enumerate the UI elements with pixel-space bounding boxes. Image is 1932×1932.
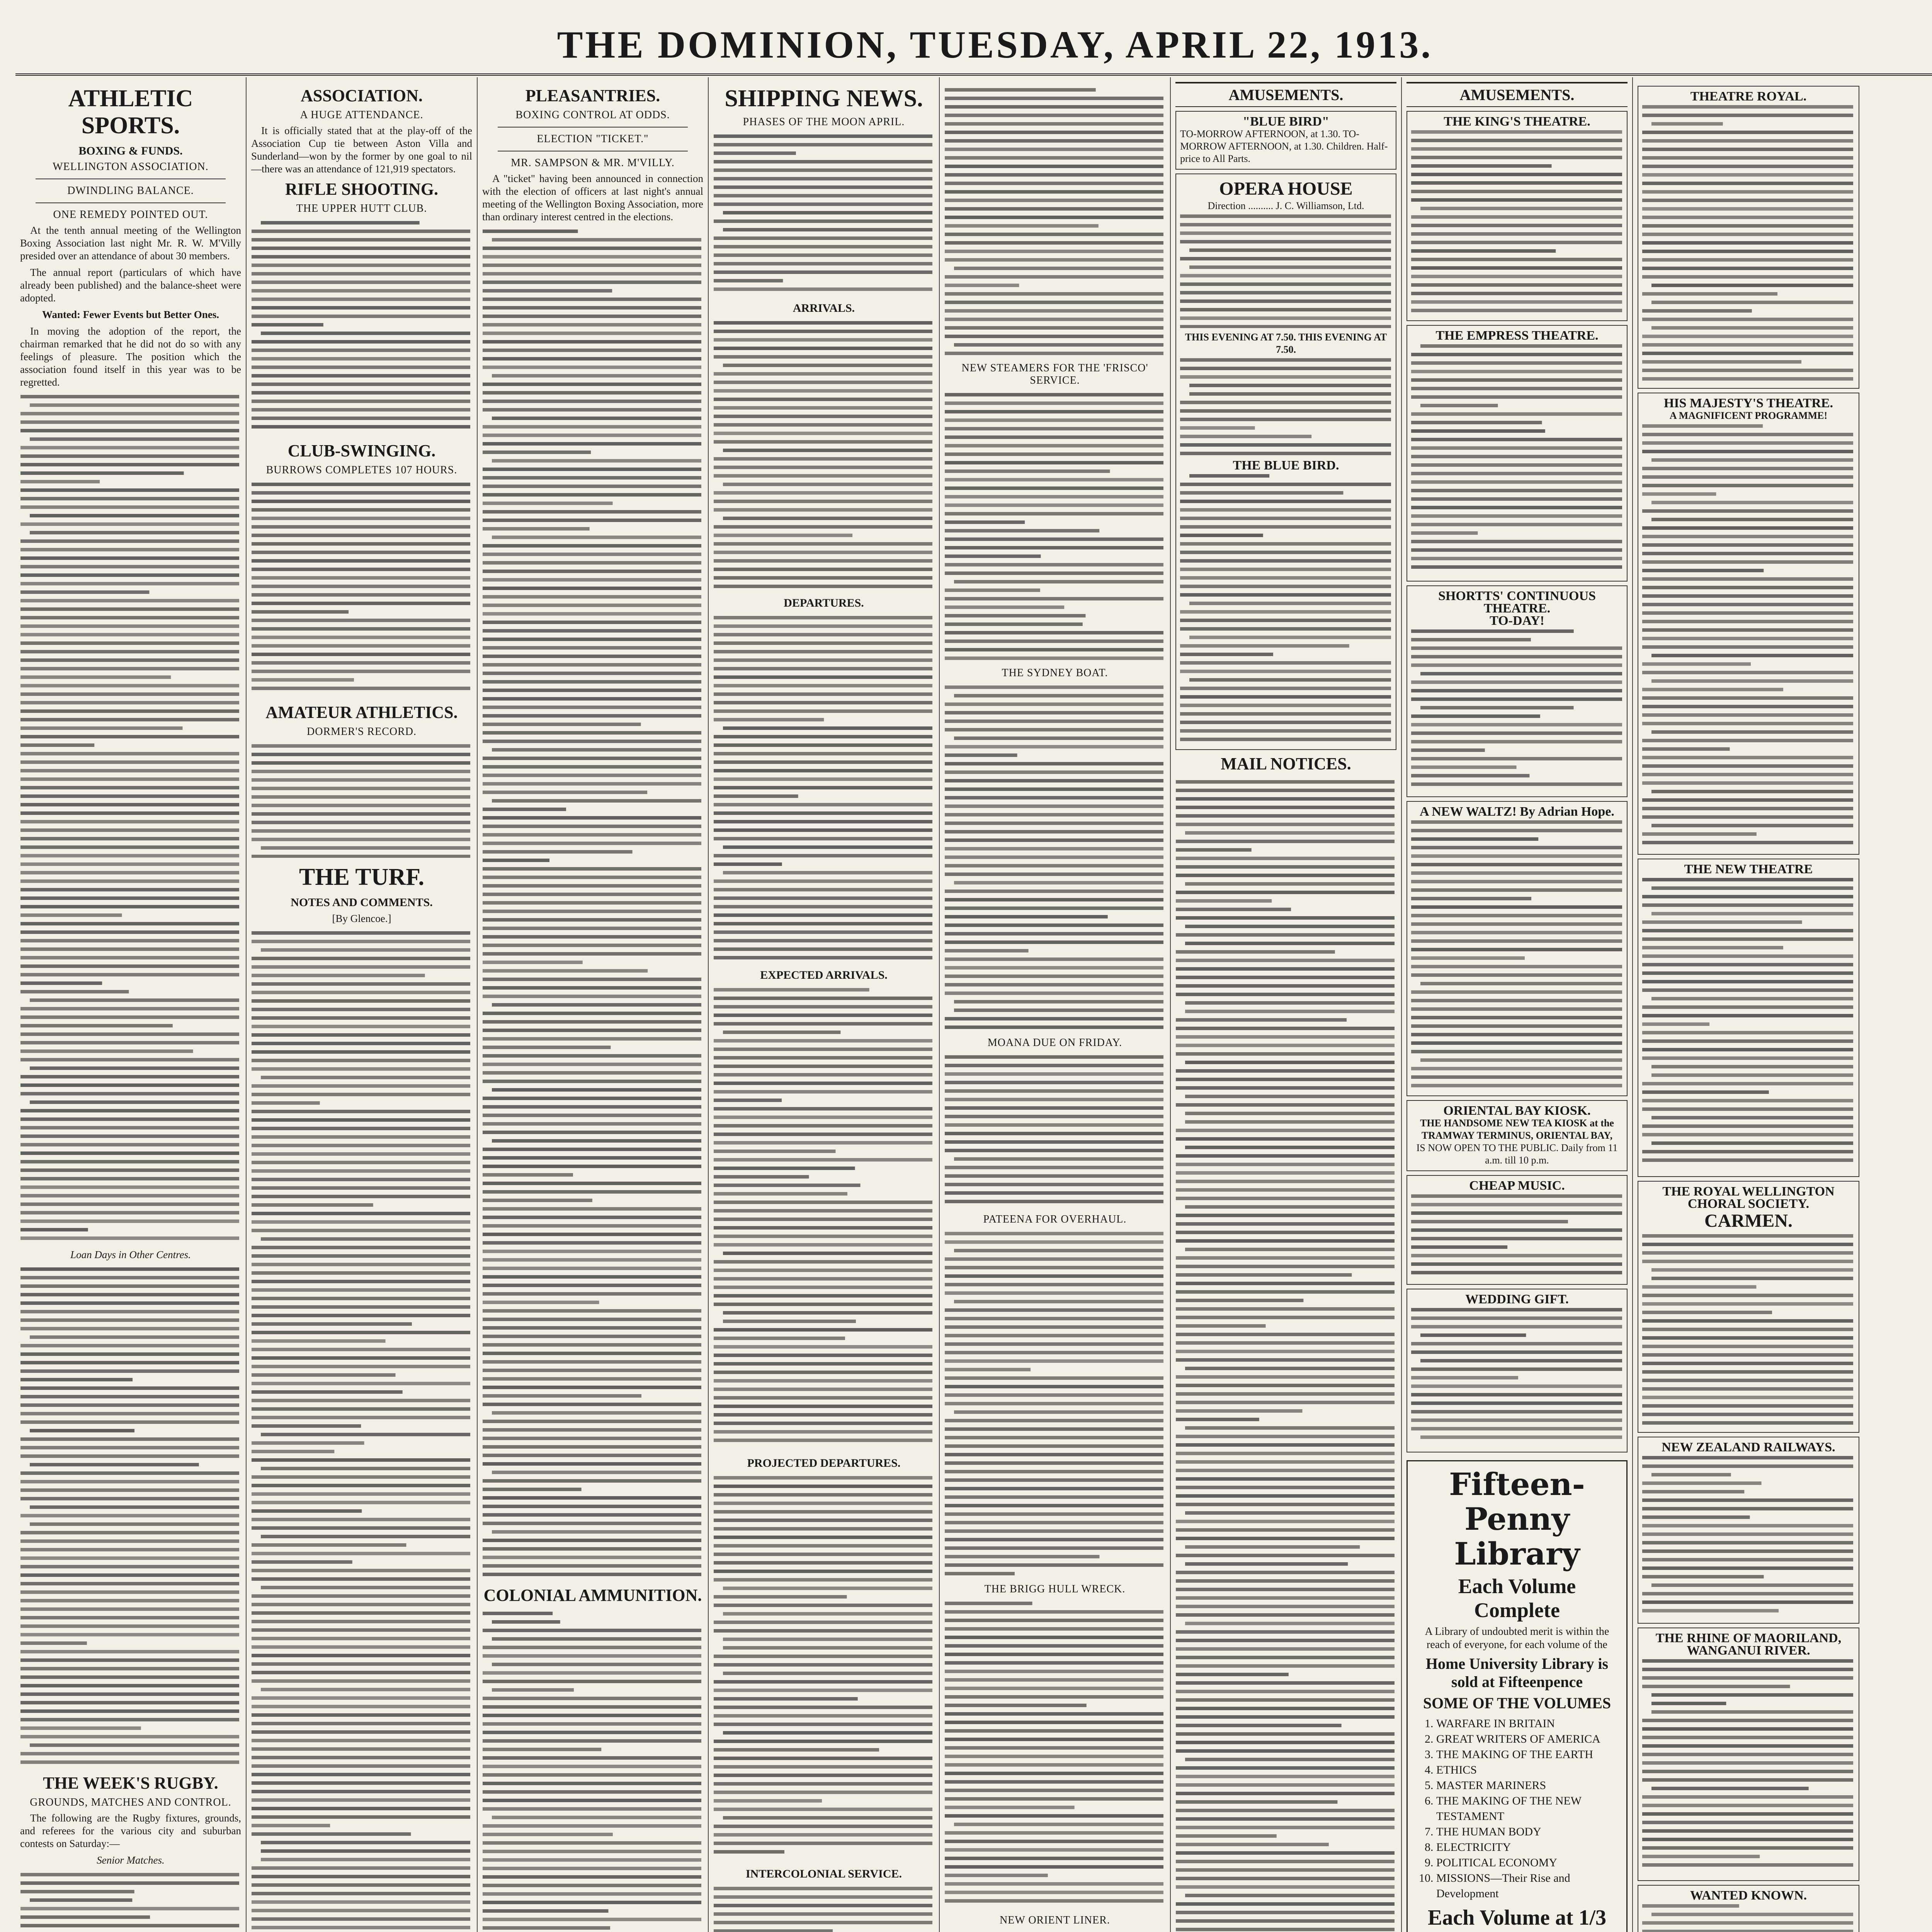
wanganui-river-title: THE RHINE OF MAORILAND, WANGANUI RIVER. [1655, 1631, 1842, 1658]
column-amusements-mail [1171, 77, 1402, 1932]
text-block-placeholder [945, 1053, 1165, 1208]
library-title: Fifteen-Penny Library [1449, 1466, 1585, 1572]
body-text-lines [251, 480, 472, 699]
cheap-music-ad [1406, 1175, 1628, 1285]
body-text-lines [944, 391, 1165, 663]
column-pleasantries [478, 77, 709, 1932]
wanted-known-title: WANTED KNOWN. [1690, 1888, 1807, 1903]
text-block-placeholder [1411, 627, 1624, 789]
body-text-lines [251, 219, 472, 437]
theatre-royal-ad [1638, 86, 1859, 389]
text-block-placeholder [1176, 778, 1396, 1932]
body-text-lines [20, 1265, 241, 1769]
text-block-placeholder [1642, 1902, 1855, 1932]
article-paragraph: The annual report (particulars of which have already been published) and the balance-sheet were adopted. [20, 267, 241, 304]
body-text-lines [944, 683, 1165, 1033]
kings-theatre-title: THE KING'S THEATRE. [1444, 114, 1590, 129]
choral-society-ad [1638, 1181, 1859, 1433]
his-majestys-title: HIS MAJESTY'S THEATRE. [1663, 396, 1833, 410]
library-volumes-list [1421, 1716, 1621, 1901]
divider [36, 202, 226, 203]
departures-subheading: DEPARTURES. [784, 597, 864, 609]
column-amusements-2 [1402, 77, 1633, 1932]
text-block-placeholder [1411, 128, 1624, 313]
text-block-placeholder [714, 319, 934, 589]
body-text-lines [944, 86, 1165, 358]
wedding-gift-ad [1406, 1289, 1628, 1452]
library-volume: 2. GREAT WRITERS OF AMERICA [1436, 1731, 1621, 1747]
column-shipping-continued [940, 77, 1171, 1932]
oriental-bay-kiosk-ad [1406, 1100, 1628, 1171]
text-block-placeholder [20, 1265, 241, 1767]
carmen-title: CARMEN. [1704, 1211, 1793, 1231]
opera-house-title: OPERA HOUSE [1219, 179, 1353, 199]
moana-subheading: MOANA DUE ON FRIDAY. [987, 1037, 1122, 1049]
text-block-placeholder [714, 614, 934, 961]
text-block-placeholder [945, 1930, 1165, 1932]
text-block-placeholder [1411, 1192, 1624, 1277]
text-block-placeholder [252, 219, 472, 435]
wanted-known-ad [1638, 1885, 1859, 1932]
body-text-lines [713, 132, 934, 296]
body-text-lines [944, 1053, 1165, 1209]
column-association-turf [247, 77, 478, 1932]
body-text-lines [251, 929, 472, 1932]
rugby-intro: The following are the Rugby fixtures, grounds, and referees for the various city and suburban contests on Saturday:— [20, 1812, 241, 1849]
shipping-news-heading: SHIPPING NEWS. [724, 85, 923, 112]
huge-attendance-subheading: A HUGE ATTENDANCE. [300, 109, 423, 121]
body-text-lines [713, 986, 934, 1451]
shortts-today: TO-DAY! [1490, 614, 1544, 628]
body-text-lines [713, 1474, 934, 1862]
text-block-placeholder [483, 227, 703, 1580]
kings-theatre-ad [1406, 111, 1628, 321]
opera-house-ad [1175, 173, 1396, 750]
colonial-ammunition-heading: COLONIAL AMMUNITION. [483, 1586, 702, 1605]
library-intro: A Library of undoubted merit is within the reach of everyone, for each volume of the [1425, 1626, 1609, 1651]
his-majestys-ad [1638, 393, 1859, 855]
choral-society-title: THE ROYAL WELLINGTON CHORAL SOCIETY. [1662, 1184, 1835, 1211]
columns [15, 77, 1932, 1932]
text-block-placeholder [1411, 342, 1624, 574]
text-block-placeholder [483, 1609, 703, 1932]
body-text-lines [944, 1930, 1165, 1932]
new-waltz-title: A NEW WALTZ! By Adrian Hope. [1420, 804, 1614, 819]
moon-phases-subheading: PHASES OF THE MOON APRIL. [743, 116, 905, 128]
text-block-placeholder [1642, 876, 1855, 1169]
club-swinging-heading: CLUB-SWINGING. [287, 441, 436, 460]
notes-comments-subheading: NOTES AND COMMENTS. [291, 896, 433, 909]
text-block-placeholder [1180, 472, 1393, 742]
text-block-placeholder [252, 480, 472, 697]
text-block-placeholder [714, 132, 934, 294]
body-text-lines [944, 1599, 1165, 1910]
mail-notices-heading: MAIL NOTICES. [1221, 754, 1351, 773]
body-text-lines [944, 1230, 1165, 1579]
burrows-subheading: BURROWS COMPLETES 107 HOURS. [266, 464, 457, 476]
text-block-placeholder [1642, 1232, 1855, 1425]
article-paragraph: At the tenth annual meeting of the Wellington Boxing Association last night Mr. R. W. M'Villy presided over an attendance of about 30 members. [20, 224, 241, 262]
text-block-placeholder [714, 986, 934, 1449]
shortts-theatre-ad [1406, 585, 1628, 797]
upper-hutt-subheading: THE UPPER HUTT CLUB. [296, 202, 427, 214]
orient-liner-subheading: NEW ORIENT LINER. [1000, 1914, 1110, 1926]
blue-bird-staged-title: THE BLUE BIRD. [1233, 458, 1339, 473]
masthead-title: THE DOMINION, TUESDAY, APRIL 22, 1913. [557, 23, 1433, 66]
fifteen-penny-library-ad [1406, 1460, 1628, 1932]
body-text-lines [1175, 778, 1396, 1932]
dormers-record-subheading: DORMER'S RECORD. [307, 726, 417, 738]
text-block-placeholder [20, 393, 241, 1243]
new-waltz-ad [1406, 801, 1628, 1096]
sampson-mcvilly-subheading: MR. SAMPSON & MR. M'VILLY. [511, 157, 675, 169]
body-text-lines [20, 1871, 241, 1932]
loan-days-crosshead: Loan Days in Other Centres. [70, 1249, 191, 1260]
his-majestys-sub: A MAGNIFICENT PROGRAMME! [1669, 410, 1828, 421]
theatre-royal-title: THEATRE ROYAL. [1690, 89, 1807, 104]
kiosk-text: IS NOW OPEN TO THE PUBLIC. Daily from 11 a.m. till 10 p.m. [1416, 1142, 1618, 1166]
opera-house-times: THIS EVENING AT 7.50. THIS EVENING AT 7.50. [1185, 332, 1387, 355]
blue-bird-matinee-ad [1175, 111, 1396, 170]
the-turf-heading: THE TURF. [299, 864, 424, 890]
text-block-placeholder [1642, 103, 1855, 381]
rifle-shooting-heading: RIFLE SHOOTING. [285, 180, 439, 199]
text-block-placeholder [945, 1230, 1165, 1577]
senior-matches-crosshead: Senior Matches. [97, 1854, 165, 1866]
shortts-theatre-title: SHORTTS' CONTINUOUS THEATRE. [1438, 589, 1596, 616]
empress-theatre-ad [1406, 325, 1628, 582]
pateena-subheading: PATEENA FOR OVERHAUL. [983, 1213, 1127, 1225]
text-block-placeholder [1180, 356, 1393, 456]
sydney-boat-subheading: THE SYDNEY BOAT. [1002, 667, 1108, 679]
dwindling-balance-subheading: DWINDLING BALANCE. [67, 185, 194, 197]
library-price-line: Home University Library is sold at Fifteenpence [1425, 1655, 1609, 1690]
text-block-placeholder [945, 86, 1165, 356]
blue-bird-text: TO-MORROW AFTERNOON, at 1.30. TO-MORROW AFTERNOON, at 1.30. Children. Half-price to All Parts. [1180, 128, 1388, 164]
body-text-lines [713, 1884, 934, 1932]
text-block-placeholder [20, 1871, 241, 1932]
column-amusements-3 [1633, 77, 1864, 1932]
kiosk-title: ORIENTAL BAY KIOSK. [1443, 1104, 1591, 1118]
wellington-association-subheading: WELLINGTON ASSOCIATION. [53, 161, 209, 173]
weeks-rugby-heading: THE WEEK'S RUGBY. [43, 1774, 218, 1793]
body-text-lines [482, 1609, 703, 1932]
text-block-placeholder [1180, 212, 1393, 328]
athletic-sports-heading: ATHLETIC SPORTS. [68, 85, 193, 139]
divider [498, 127, 688, 128]
expected-arrivals-subheading: EXPECTED ARRIVALS. [760, 969, 888, 981]
arrivals-subheading: ARRIVALS. [793, 302, 855, 315]
column-athletic-sports [15, 77, 247, 1932]
wedding-gift-title: WEDDING GIFT. [1465, 1292, 1569, 1306]
library-subtitle: Each Volume Complete [1458, 1575, 1576, 1622]
article-paragraph: A "ticket" having been announced in connection with the election of officers at last night's annual meeting of the Wellington Boxing Association, more than ordinary interest centred in the elections. [482, 173, 703, 223]
library-volume: 5. MASTER MARINERS [1436, 1778, 1621, 1793]
nz-railways-title: NEW ZEALAND RAILWAYS. [1662, 1440, 1835, 1454]
library-volume: 9. POLITICAL ECONOMY [1436, 1855, 1621, 1871]
text-block-placeholder [252, 929, 472, 1932]
body-text-lines [251, 742, 472, 860]
text-block-placeholder [945, 683, 1165, 1031]
election-ticket-subheading: ELECTION "TICKET." [537, 133, 649, 145]
library-volume: 4. ETHICS [1436, 1762, 1621, 1778]
text-block-placeholder [1411, 1306, 1624, 1445]
brigg-hull-subheading: THE BRIGG HULL WRECK. [984, 1583, 1126, 1595]
text-block-placeholder [1642, 1454, 1855, 1616]
text-block-placeholder [1642, 1657, 1855, 1873]
amusements-band: AMUSEMENTS. [1175, 82, 1396, 107]
new-theatre-ad [1638, 859, 1859, 1177]
text-block-placeholder [1411, 818, 1624, 1088]
intercolonial-subheading: INTERCOLONIAL SERVICE. [745, 1867, 902, 1880]
wanganui-river-ad [1638, 1628, 1859, 1881]
article-paragraph: In moving the adoption of the report, the chairman remarked that he did not do so with any feelings of pleasure. The position which the association found itself in this year was to be regretted. [20, 325, 241, 388]
library-volume: 1. WARFARE IN BRITAIN [1436, 1716, 1621, 1731]
text-block-placeholder [945, 391, 1165, 661]
library-volumes-heading: SOME OF THE VOLUMES [1423, 1694, 1611, 1712]
opera-house-direction: Direction .......... J. C. Williamson, Ltd. [1208, 200, 1364, 211]
kiosk-subtitle: THE HANDSOME NEW TEA KIOSK at the TRAMWAY TERMINUS, ORIENTAL BAY, [1420, 1117, 1614, 1141]
blue-bird-title: "BLUE BIRD" [1243, 114, 1329, 129]
boxing-control-subheading: BOXING CONTROL AT ODDS. [515, 109, 670, 121]
association-heading: ASSOCIATION. [301, 86, 423, 105]
amateur-athletics-heading: AMATEUR ATHLETICS. [265, 703, 458, 722]
projected-departures-subheading: PROJECTED DEPARTURES. [747, 1457, 901, 1469]
grounds-subheading: GROUNDS, MATCHES AND CONTROL. [30, 1796, 231, 1808]
boxing-funds-subheading: BOXING & FUNDS. [78, 145, 183, 157]
text-block-placeholder [252, 742, 472, 858]
column-shipping-news [709, 77, 940, 1932]
library-volume: 3. THE MAKING OF THE EARTH [1436, 1747, 1621, 1762]
library-volume: 8. ELECTRICITY [1436, 1840, 1621, 1855]
empress-theatre-title: THE EMPRESS THEATRE. [1435, 328, 1599, 343]
body-text-lines [482, 227, 703, 1582]
body-text-lines [20, 393, 241, 1245]
remedy-subheading: ONE REMEDY POINTED OUT. [53, 209, 208, 221]
frisco-steamers-subheading: NEW STEAMERS FOR THE 'FRISCO' SERVICE. [961, 362, 1148, 386]
amusements-band: AMUSEMENTS. [1406, 82, 1628, 107]
body-text-lines [713, 319, 934, 591]
text-block-placeholder [945, 1599, 1165, 1908]
nz-railways-ad [1638, 1437, 1859, 1624]
article-paragraph: It is officially stated that at the play-off of the Association Cup tie between Aston Villa and Sunderland—won by the former by one goal to nil—there was an attendance of 121,919 spectators. [251, 125, 472, 175]
byline: [By Glencoe.] [332, 913, 391, 924]
new-theatre-title: THE NEW THEATRE [1684, 862, 1813, 876]
article-crosshead: Wanted: Fewer Events but Better Ones. [42, 309, 219, 320]
text-block-placeholder [714, 1884, 934, 1932]
masthead [15, 15, 1932, 76]
library-volume: 10. MISSIONS—Their Rise and Development [1436, 1871, 1621, 1901]
library-each-volume: Each Volume at 1/3 [1427, 1906, 1607, 1930]
text-block-placeholder [714, 1474, 934, 1860]
library-volume: 6. THE MAKING OF THE NEW TESTAMENT [1436, 1793, 1621, 1824]
cheap-music-title: CHEAP MUSIC. [1469, 1179, 1565, 1193]
body-text-lines [713, 614, 934, 963]
library-volume: 7. THE HUMAN BODY [1436, 1824, 1621, 1840]
text-block-placeholder [1642, 422, 1855, 847]
pleasantries-heading: PLEASANTRIES. [525, 86, 660, 105]
